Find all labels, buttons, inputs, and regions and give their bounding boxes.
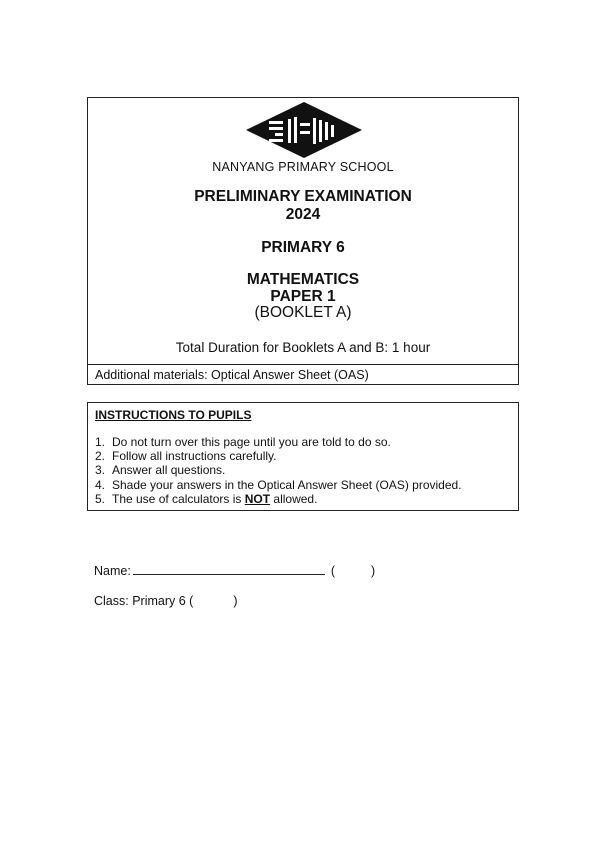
additional-materials: Additional materials: Optical Answer Sheet (OAS) [95,368,369,382]
materials-row [88,364,518,384]
instruction-item: 3. Answer all questions. [95,463,226,478]
school-logo [245,101,363,159]
level: PRIMARY 6 [261,239,345,256]
exam-year: 2024 [285,206,321,223]
cover-box [87,97,519,385]
class-paren-close: ) [233,594,238,608]
subject-block [88,271,518,305]
name-blank[interactable] [133,564,325,575]
school-name: NANYANG PRIMARY SCHOOL [212,160,394,174]
instruction-item: 2. Follow all instructions carefully. [95,449,277,464]
class-row [94,594,238,608]
exam-title-line1: PRELIMINARY EXAMINATION [194,188,412,205]
class-label: Class: Primary 6 ( [94,594,194,608]
instruction-item: 5. The use of calculators is NOT allowed. [95,491,318,506]
exam-title [88,188,518,224]
name-row [94,564,375,578]
index-paren-open: ( [330,564,335,578]
instruction-item: 4. Shade your answers in the Optical Answer Sheet (OAS) provided. [95,477,462,492]
instructions-box [87,402,519,511]
index-paren-close: ) [371,564,376,578]
instruction-item: 1. Do not turn over this page until you are told to do so. [95,435,391,449]
paper: PAPER 1 [270,288,336,305]
booklet: (BOOKLET A) [254,304,352,321]
instructions-heading: INSTRUCTIONS TO PUPILS [95,408,252,422]
name-label: Name: [94,564,131,578]
subject: MATHEMATICS [246,271,360,288]
not-emphasis: NOT [244,491,271,506]
instructions-list [95,435,462,506]
duration: Total Duration for Booklets A and B: 1 hour [175,340,431,355]
